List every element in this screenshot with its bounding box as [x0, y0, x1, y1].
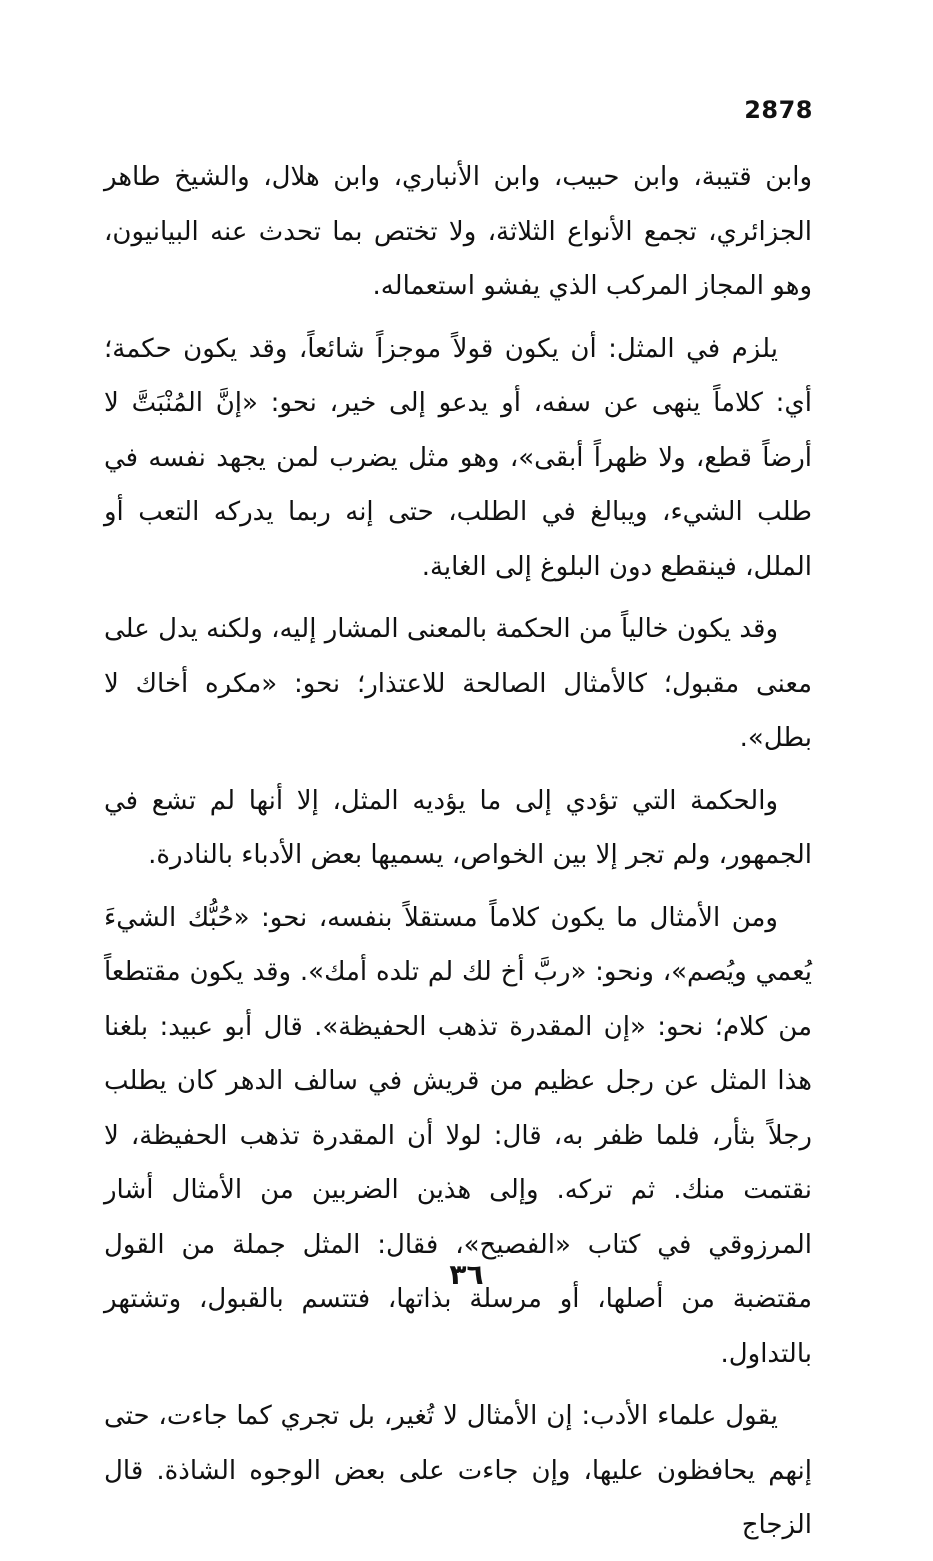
paragraph-2: يلزم في المثل: أن يكون قولاً موجزاً شائعاً، وقد يكون حكمة؛ أي: كلاماً ينهى عن سفه، أو يدعو إلى خير، نحو: «إنَّ المُنْبَتَّ لا أرضاً قطع، ولا ظهراً أبقى»، وهو مثل يضرب لمن يجهد نفسه في طلب الشيء، ويبالغ في الطلب، حتى إنه ربما يدركه التعب أو الملل، فينقطع دون البلوغ إلى الغاية.: [104, 333, 812, 582]
paragraph-3: وقد يكون خالياً من الحكمة بالمعنى المشار إليه، ولكنه يدل على معنى مقبول؛ كالأمثال الصالحة للاعتذار؛ نحو: «مكره أخاك لا بطل».: [104, 614, 812, 753]
paragraph-4: والحكمة التي تؤدي إلى ما يؤديه المثل، إلا أنها لم تشع في الجمهور، ولم تجر إلا بين الخواص، يسميها بعض الأدباء بالنادرة.: [104, 785, 812, 870]
page-number: ٣٦: [449, 1258, 484, 1291]
volume-page-number: 2878: [744, 96, 813, 124]
paragraph-1: وابن قتيبة، وابن حبيب، وابن الأنباري، وابن هلال، والشيخ طاهر الجزائري، تجمع الأنواع الثلاثة، ولا تختص بما تحدث عنه البيانيون، وهو المجاز المركب الذي يفشو استعماله.: [104, 162, 812, 301]
body-text: [104, 150, 812, 1561]
paragraph-5: ومن الأمثال ما يكون كلاماً مستقلاً بنفسه، نحو: «حُبُّك الشيءَ يُعمي ويُصم»، ونحو: «ربَّ أخ لك لم تلده أمك». وقد يكون مقتطعاً من كلام؛ نحو: «إن المقدرة تذهب الحفيظة». قال أبو عبيد: بلغنا هذا المثل عن رجل عظيم من قريش في سالف الدهر كان يطلب رجلاً بثأر، فلما ظفر به، قال: لولا أن المقدرة تذهب الحفيظة، لا نقتمت منك. ثم تركه. وإلى هذين الضربين من الأمثال أشار المرزوقي في كتاب «الفصيح»، فقال: المثل جملة من القول مقتضبة من أصلها، أو مرسلة بذاتها، فتتسم بالقبول، وتشتهر بالتداول.: [104, 902, 812, 1369]
paragraph-6: يقول علماء الأدب: إن الأمثال لا تُغير، بل تجري كما جاءت، حتى إنهم يحافظون عليها، وإن جاءت على بعض الوجوه الشاذة. قال الزجاج: [104, 1401, 812, 1540]
